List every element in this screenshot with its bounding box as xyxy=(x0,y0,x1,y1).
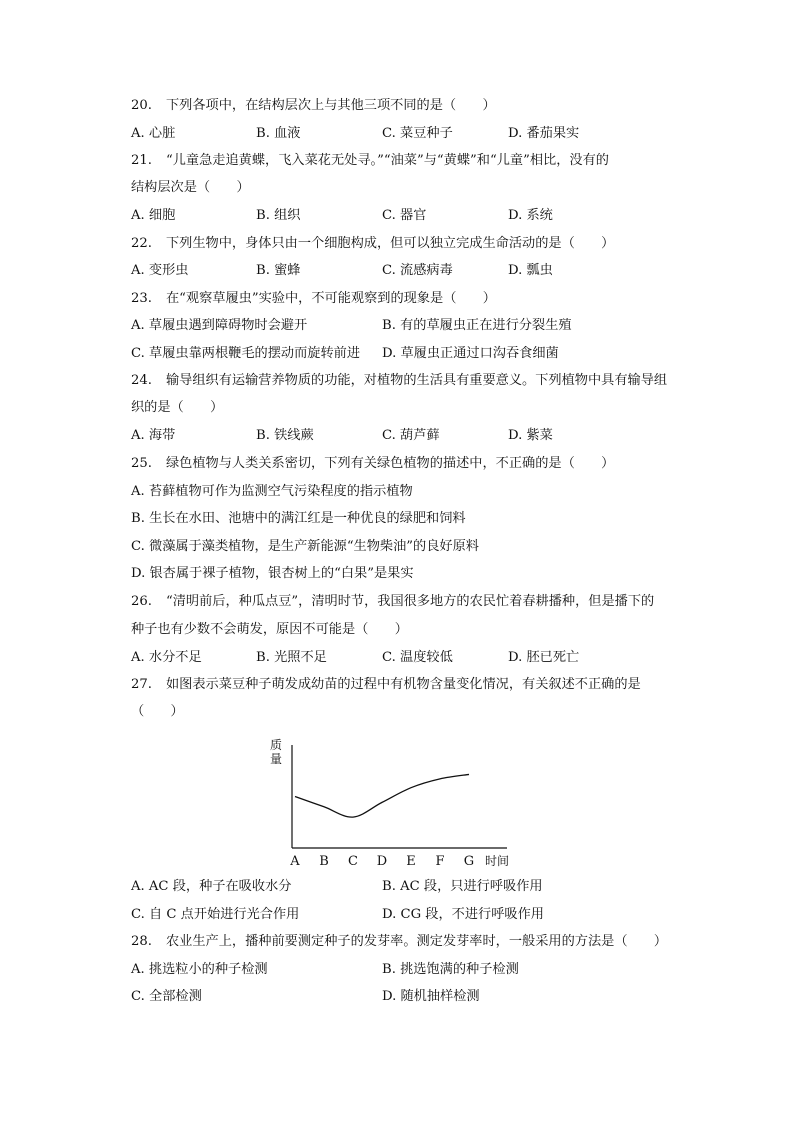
option-b[interactable]: B. 血液 xyxy=(256,126,301,141)
x-axis-label: 时间 xyxy=(485,854,510,868)
question-28 xyxy=(131,932,701,952)
chart-axes xyxy=(292,745,507,848)
question-23 xyxy=(131,289,701,309)
option-c[interactable]: C. 菜豆种子 xyxy=(382,126,453,141)
options-21 xyxy=(131,206,701,226)
option-c[interactable]: C. 器官 xyxy=(382,208,427,223)
question-number: 24. xyxy=(131,373,152,388)
question-stem: 绿色植物与人类关系密切，下列有关绿色植物的描述中，不正确的是（ ） xyxy=(165,456,615,471)
y-axis-label: 质 xyxy=(269,738,283,752)
question-21-stem-cont: 结构层次是（ ） xyxy=(131,180,250,195)
question-20 xyxy=(131,96,701,116)
question-number: 26. xyxy=(131,594,152,609)
question-22 xyxy=(131,234,701,254)
option-a[interactable]: A. 心脏 xyxy=(131,126,176,141)
option-a[interactable]: A. 变形虫 xyxy=(131,263,189,278)
seed-organic-matter-chart xyxy=(262,733,522,873)
option-a[interactable]: A. 挑选粒小的种子检测 xyxy=(131,962,268,977)
option-c[interactable]: C. 葫芦藓 xyxy=(382,428,440,443)
question-stem: “清明前后，种瓜点豆”，清明时节，我国很多地方的农民忙着春耕播种，但是播下的 xyxy=(165,594,655,609)
option-a[interactable]: A. 海带 xyxy=(131,428,176,443)
options-27-row2 xyxy=(131,905,701,925)
options-27-row1 xyxy=(131,877,701,897)
option-d[interactable]: D. 系统 xyxy=(508,208,553,223)
question-27 xyxy=(131,675,701,695)
question-number: 27. xyxy=(131,677,152,692)
question-26-stem-cont: 种子也有少数不会萌发，原因不可能是（ ） xyxy=(131,622,408,637)
option-b[interactable]: B. AC 段，只进行呼吸作用 xyxy=(382,879,543,894)
chart-series xyxy=(295,774,469,817)
question-stem: 农业生产上，播种前要测定种子的发芽率。测定发芽率时，一般采用的方法是（ ） xyxy=(165,934,668,949)
option-a[interactable]: A. 细胞 xyxy=(131,208,176,223)
x-tick-labels xyxy=(289,854,474,869)
option-a[interactable]: A. 苔藓植物可作为监测空气污染程度的指示植物 xyxy=(131,484,413,499)
question-24-stem-cont: 织的是（ ） xyxy=(131,400,224,415)
y-axis-label: 量 xyxy=(269,752,283,766)
option-a[interactable]: A. AC 段，种子在吸收水分 xyxy=(131,879,292,894)
x-tick-label: G xyxy=(463,854,475,869)
question-stem: “儿童急走追黄蝶，飞入菜花无处寻。”“油菜”与“黄蝶”和“儿童”相比，没有的 xyxy=(165,153,609,168)
option-d[interactable]: D. 银杏属于裸子植物，银杏树上的“白果”是果实 xyxy=(131,566,414,581)
question-26 xyxy=(131,592,701,612)
options-24 xyxy=(131,426,701,446)
question-stem: 如图表示菜豆种子萌发成幼苗的过程中有机物含量变化情况，有关叙述不正确的是 xyxy=(165,677,641,692)
x-tick-label: B xyxy=(319,854,329,869)
option-b[interactable]: B. 有的草履虫正在进行分裂生殖 xyxy=(382,318,572,333)
question-stem: 下列生物中，身体只由一个细胞构成，但可以独立完成生命活动的是（ ） xyxy=(165,236,615,251)
x-tick-label: F xyxy=(435,854,445,869)
options-22 xyxy=(131,261,701,281)
options-28-row2 xyxy=(131,987,701,1007)
x-tick-label: C xyxy=(348,854,358,869)
option-c[interactable]: C. 微藻属于藻类植物，是生产新能源“生物柴油”的良好原料 xyxy=(131,539,479,554)
question-27-stem-cont: （ ） xyxy=(131,704,184,719)
option-d[interactable]: D. 番茄果实 xyxy=(508,126,580,141)
question-24 xyxy=(131,371,701,391)
option-d[interactable]: D. 瓢虫 xyxy=(508,263,553,278)
option-b[interactable]: B. 挑选饱满的种子检测 xyxy=(382,962,519,977)
option-c[interactable]: C. 自 C 点开始进行光合作用 xyxy=(131,907,300,922)
option-d[interactable]: D. 紫菜 xyxy=(508,428,553,443)
x-tick-label: D xyxy=(376,854,388,869)
option-d[interactable]: D. 草履虫正通过口沟吞食细菌 xyxy=(382,346,559,361)
question-number: 23. xyxy=(131,291,152,306)
option-d[interactable]: D. 胚已死亡 xyxy=(508,650,580,665)
question-number: 21. xyxy=(131,153,152,168)
option-b[interactable]: B. 光照不足 xyxy=(256,650,327,665)
question-stem: 在“观察草履虫”实验中，不可能观察到的现象是（ ） xyxy=(165,291,496,306)
option-b[interactable]: B. 铁线蕨 xyxy=(256,428,314,443)
options-26 xyxy=(131,648,701,668)
option-c[interactable]: C. 草履虫靠两根鞭毛的摆动而旋转前进 xyxy=(131,346,361,361)
option-a[interactable]: A. 草履虫遇到障碍物时会避开 xyxy=(131,318,308,333)
option-a[interactable]: A. 水分不足 xyxy=(131,650,202,665)
organic-matter-line xyxy=(295,774,469,817)
option-d[interactable]: D. 随机抽样检测 xyxy=(382,989,480,1004)
options-23-row2 xyxy=(131,344,701,364)
question-number: 25. xyxy=(131,456,152,471)
question-21 xyxy=(131,151,701,171)
question-25 xyxy=(131,454,701,474)
x-tick-label: E xyxy=(406,854,416,869)
options-28-row1 xyxy=(131,960,701,980)
question-number: 28. xyxy=(131,934,152,949)
question-number: 22. xyxy=(131,236,152,251)
option-c[interactable]: C. 温度较低 xyxy=(382,650,453,665)
option-c[interactable]: C. 全部检测 xyxy=(131,989,202,1004)
option-b[interactable]: B. 组织 xyxy=(256,208,301,223)
x-tick-label: A xyxy=(290,854,300,869)
option-d[interactable]: D. CG 段，不进行呼吸作用 xyxy=(382,907,544,922)
option-b[interactable]: B. 蜜蜂 xyxy=(256,263,301,278)
question-stem: 下列各项中，在结构层次上与其他三项不同的是（ ） xyxy=(165,98,496,113)
option-c[interactable]: C. 流感病毒 xyxy=(382,263,453,278)
options-23-row1 xyxy=(131,316,701,336)
options-20 xyxy=(131,124,701,144)
question-stem: 输导组织有运输营养物质的功能，对植物的生活具有重要意义。下列植物中具有输导组 xyxy=(165,373,668,388)
question-number: 20. xyxy=(131,98,152,113)
option-b[interactable]: B. 生长在水田、池塘中的满江红是一种优良的绿肥和饲料 xyxy=(131,511,466,526)
